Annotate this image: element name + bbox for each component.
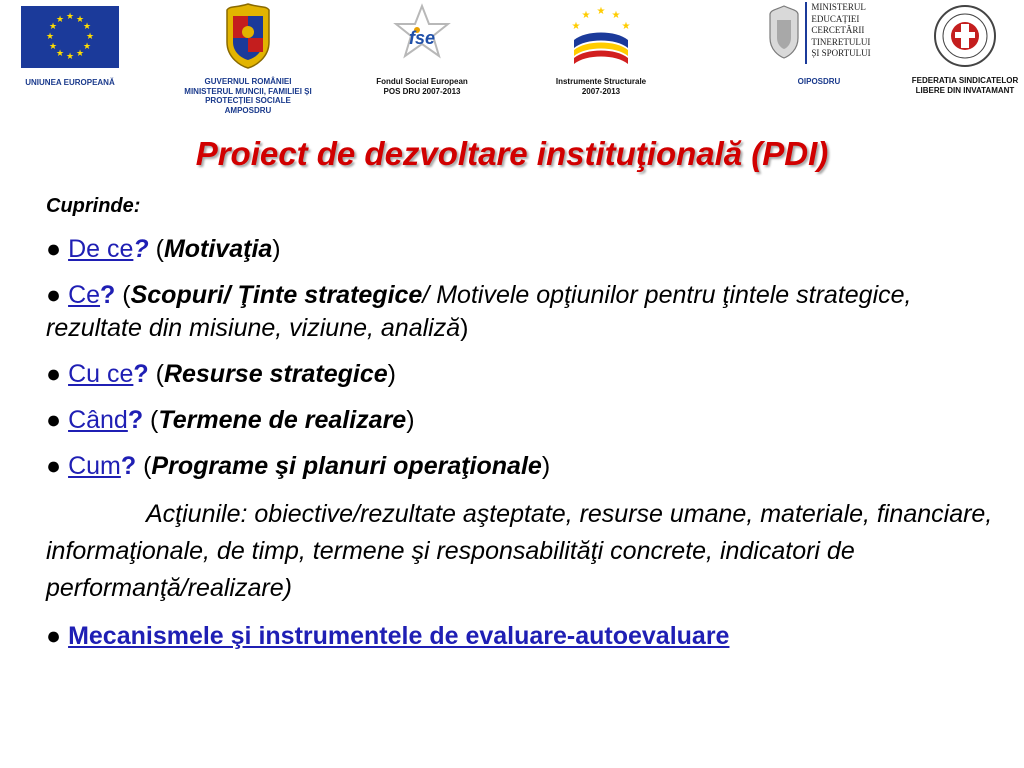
- svg-text:★: ★: [621, 21, 631, 32]
- svg-text:★: ★: [65, 12, 75, 22]
- svg-text:★: ★: [571, 21, 581, 32]
- eu-flag-icon: [21, 6, 119, 68]
- subtitle: Cuprinde:: [46, 195, 141, 217]
- bullet: ●: [46, 281, 62, 309]
- link-cum[interactable]: Cum: [68, 452, 121, 480]
- svg-text:★: ★: [82, 22, 92, 32]
- federatia-seal-icon: [931, 2, 999, 70]
- link-cu-ce[interactable]: Cu ce: [68, 360, 134, 388]
- instrumente-caption: Instrumente Structurale 2007-2013: [555, 77, 647, 96]
- svg-text:★: ★: [55, 15, 65, 25]
- question-mark: ?: [133, 360, 149, 388]
- slide-content: [46, 190, 996, 666]
- ministry-logo: [752, 2, 886, 87]
- fse-caption: Fondul Social European POS DRU 2007-2013: [376, 77, 468, 96]
- government-logo: [168, 2, 328, 115]
- ministry-caption: OIPOSDRU: [797, 77, 841, 86]
- bullet: ●: [46, 360, 62, 388]
- svg-text:★: ★: [611, 10, 621, 21]
- svg-text:★: ★: [581, 10, 591, 21]
- ministry-emblem-icon: [767, 2, 801, 62]
- svg-text:★: ★: [65, 52, 75, 62]
- eu-logo: [14, 6, 126, 88]
- svg-text:★: ★: [82, 42, 92, 52]
- instrumente-structurale-logo: [540, 2, 662, 96]
- question-mark: ?: [127, 406, 144, 434]
- structural-instruments-icon: [566, 2, 636, 70]
- item-bold-programe: Programe şi planuri operaţionale: [151, 452, 542, 480]
- bullet: ●: [46, 452, 62, 480]
- svg-text:★: ★: [55, 49, 65, 59]
- logo-bar: [0, 0, 1024, 125]
- svg-text:★: ★: [48, 22, 58, 32]
- item-bold-scopuri: Scopuri/ Ţinte strategice: [130, 281, 423, 309]
- eu-caption: UNIUNEA EUROPEANĂ: [25, 78, 115, 87]
- government-caption: GUVERNUL ROMÂNIEI MINISTERUL MUNCII, FAMILIEI ȘI PROTECȚIEI SOCIALE AMPOSDRU: [184, 77, 312, 115]
- link-mecanisme[interactable]: Mecanismele şi instrumentele de evaluare-autoevaluare: [68, 622, 730, 650]
- question-mark: ?: [133, 235, 149, 263]
- list-item-mecanisme: [46, 620, 996, 653]
- item-bold-termene: Termene de realizare: [158, 406, 407, 434]
- ministry-wordmark: MINISTERUL EDUCAȚIEI CERCETĂRII TINERETULUI ȘI SPORTULUI: [811, 2, 871, 58]
- federatia-logo: [910, 2, 1020, 95]
- list-item-cu-ce: ● Cu ce? (Resurse strategice): [46, 360, 396, 388]
- item-bold-resurse: Resurse strategice: [163, 360, 388, 388]
- federatia-caption: FEDERATIA SINDICATELOR LIBERE DIN INVATAMANT: [911, 76, 1019, 95]
- question-mark: ?: [100, 281, 116, 309]
- page-title: Proiect de dezvoltare instituţională (PDI): [195, 135, 829, 172]
- list-item-cum: ● Cum? (Programe şi planuri operaţionale): [46, 452, 551, 480]
- actions-paragraph: Acţiunile: obiective/rezultate aşteptate, resurse umane, materiale, financiare, informaţionale, de timp, termene şi responsabilităţi concrete, indicatori de performanţă/realizare): [46, 500, 993, 602]
- link-cand[interactable]: Când: [68, 406, 128, 434]
- list-item-de-ce: ● De ce? (Motivaţia): [46, 235, 281, 263]
- list-item-cand: ● Când? (Termene de realizare): [46, 406, 415, 434]
- bullet: ●: [46, 622, 62, 650]
- list-item-ce: ● Ce? (Scopuri/ Ţinte strategice/ Motivele opţiunilor pentru ţintele strategice, rezultate din misiune, viziune, analiză): [46, 281, 912, 342]
- svg-text:★: ★: [75, 49, 85, 59]
- svg-text:★: ★: [45, 32, 55, 42]
- bullet: ●: [46, 406, 62, 434]
- item-bold-motivatia: Motivaţia: [163, 235, 273, 263]
- fse-logo: [360, 2, 484, 96]
- link-ce[interactable]: Ce: [68, 281, 101, 309]
- svg-text:★: ★: [596, 6, 606, 17]
- bullet: ●: [46, 235, 62, 263]
- question-mark: ?: [120, 452, 137, 480]
- svg-text:★: ★: [75, 15, 85, 25]
- item-description: / Motivele opţiunilor pentru ţintele strategice, rezultate din misiune, viziune, analiză: [46, 281, 912, 342]
- svg-text:★: ★: [48, 42, 58, 52]
- link-de-ce[interactable]: De ce: [68, 235, 134, 263]
- fse-wordmark: fse: [408, 28, 435, 48]
- svg-text:★: ★: [85, 32, 95, 42]
- coat-of-arms-icon: [223, 2, 273, 70]
